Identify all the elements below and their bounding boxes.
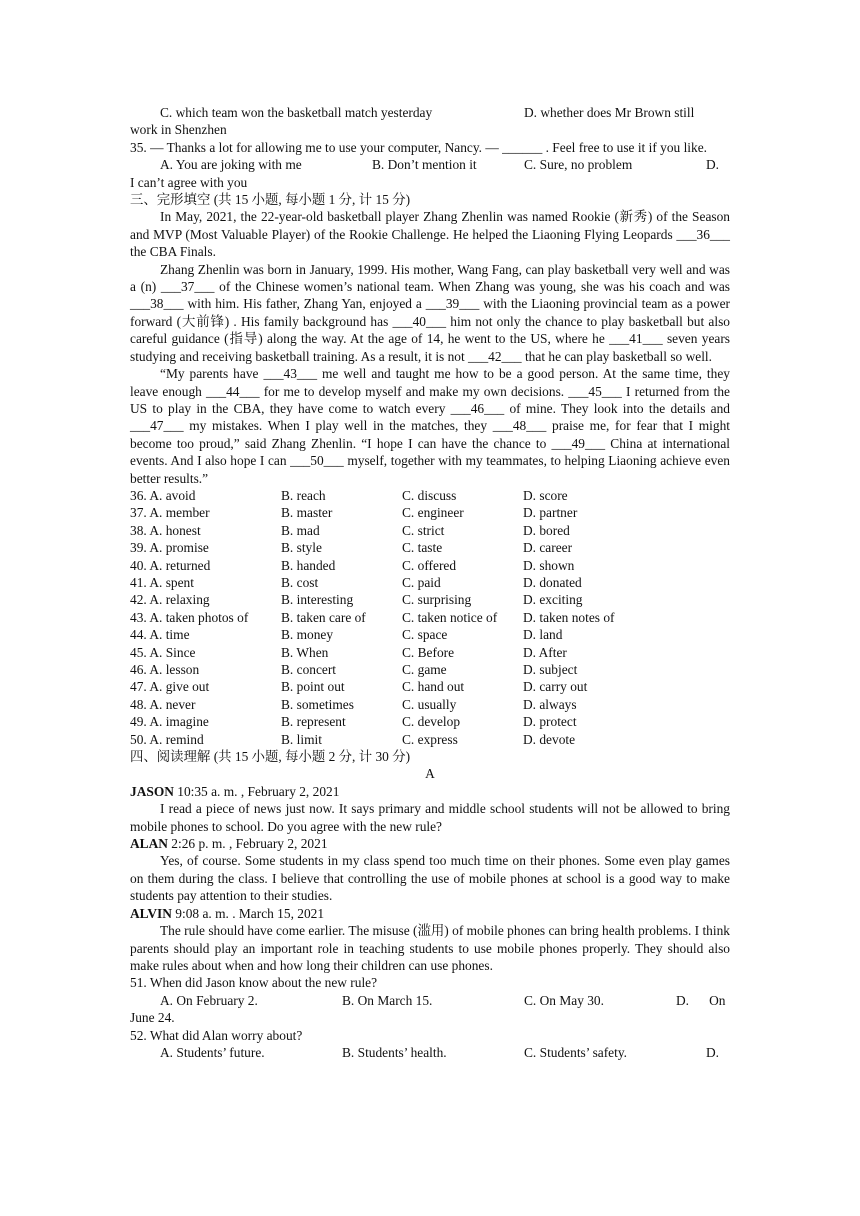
q52-options-row (130, 1044, 730, 1061)
q51-option-b: B. On March 15. (342, 992, 433, 1008)
option-cell: D. shown (523, 557, 575, 573)
q35-option-d-cont: I can’t agree with you (130, 174, 248, 190)
option-cell: B. When (281, 644, 329, 660)
option-cell: D. score (523, 487, 568, 503)
q51-option-d-cont: June 24. (130, 1010, 175, 1026)
option-cell: C. discuss (402, 487, 457, 503)
option-cell: 38. A. honest (130, 522, 201, 538)
option-cell: B. point out (281, 679, 345, 695)
section4-title: 四、阅读理解 (共 15 小题, 每小题 2 分, 计 30 分) (130, 749, 411, 765)
option-cell: C. express (402, 731, 458, 747)
option-cell: D. carry out (523, 679, 588, 695)
option-cell: B. sometimes (281, 696, 354, 712)
option-cell: 43. A. taken photos of (130, 609, 249, 625)
option-cell: 49. A. imagine (130, 714, 209, 730)
option-row-49 (130, 713, 730, 730)
post-time: 10:35 a. m. , February 2, 2021 (173, 783, 340, 799)
option-cell: C. strict (402, 522, 445, 538)
option-cell: 41. A. spent (130, 574, 194, 590)
option-row-40 (130, 557, 730, 574)
option-cell: 36. A. avoid (130, 487, 196, 503)
option-cell: D. partner (523, 505, 578, 521)
option-row-37 (130, 504, 730, 521)
passage-paragraph-2: Zhang Zhenlin was born in January, 1999. His mother, Wang Fang, can play basketball very well and was a (n) ___37___ of the Chinese women’s national team. When Zhang was young, she was his coach and was ___38___ with him. His father, Zhang Yan, enjoyed a ___39___ with the Liaoning provincial team as a power forward (大前锋) . His family background has ___40___ him not only the chance to play basketball but also careful guidance (指导) along the way. At the age of 14, he went to the US, where he ___41___ seven years studying and receiving basketball training. As a result, it is not ___42___ that he can play basketball so well. (130, 261, 730, 364)
option-cell: B. cost (281, 574, 319, 590)
option-cell: C. surprising (402, 592, 472, 608)
option-cell: D. taken notes of (523, 609, 615, 625)
option-row-46 (130, 661, 730, 678)
option-row-45 (130, 644, 730, 661)
post-time: 9:08 a. m. . March 15, 2021 (171, 905, 325, 921)
option-cell: D. always (523, 696, 577, 712)
post-jason (130, 783, 730, 835)
option-cell: C. hand out (402, 679, 465, 695)
option-cell: C. taken notice of (402, 609, 498, 625)
option-cell: C. space (402, 627, 448, 643)
option-cell: B. style (281, 540, 322, 556)
q34-option-d-cont: work in Shenzhen (130, 122, 227, 138)
q51-options-row (130, 992, 730, 1009)
option-cell: C. engineer (402, 505, 464, 521)
post-alvin (130, 905, 730, 975)
post-text: The rule should have come earlier. The misuse (滥用) of mobile phones can bring health problems. I think parents should play an important role in teaching students to use mobile phones properly. They should also make rules about when and how long their children can use phones. (130, 923, 730, 973)
q52-option-b: B. Students’ health. (342, 1044, 447, 1060)
q52-stem: 52. What did Alan worry about? (130, 1027, 303, 1043)
post-author: JASON (130, 783, 174, 799)
q51-stem: 51. When did Jason know about the new rule? (130, 975, 378, 991)
option-cell: B. taken care of (281, 609, 366, 625)
option-cell: D. career (523, 540, 573, 556)
option-cell: D. donated (523, 574, 582, 590)
exam-page (130, 104, 730, 1061)
option-cell: B. master (281, 505, 333, 521)
q35-stem: 35. — Thanks a lot for allowing me to use your computer, Nancy. — ______ . Feel free to use it if you like. (130, 139, 707, 155)
option-row-47 (130, 678, 730, 695)
option-cell: 40. A. returned (130, 557, 211, 573)
option-cell: C. offered (402, 557, 457, 573)
option-cell: D. land (523, 627, 563, 643)
option-cell: B. concert (281, 662, 337, 677)
q35-option-d: D. (706, 157, 720, 173)
passage-paragraph-3: “My parents have ___43___ me well and taught me how to be a good person. At the same time, they leave enough ___44___ for me to develop myself and make my own decisions. ___45___ I returned from the US to play in the CBA, they have come to watch every ___46___ of mine. They look into the details and ___47___ my mistakes. When I play well in the matches, they ___48___ praise me, for fear that I might become too proud,” said Zhang Zhenlin. “I hope I can have the chance to ___49___ China at international events. And I also hope I can ___50___ myself, together with my teammates, to helping Liaoning achieve even better results.” (130, 366, 730, 486)
q34-options-row (130, 104, 730, 121)
option-cell: 37. A. member (130, 505, 210, 521)
option-row-44 (130, 626, 730, 643)
option-cell: B. mad (281, 522, 320, 538)
option-cell: D. protect (523, 714, 577, 730)
option-row-41 (130, 574, 730, 591)
option-cell: D. After (523, 644, 567, 660)
option-cell: 50. A. remind (130, 731, 204, 747)
option-cell: C. taste (402, 540, 443, 556)
cloze-options-table (130, 487, 730, 748)
option-row-36 (130, 487, 730, 504)
q35-option-b: B. Don’t mention it (372, 157, 477, 173)
passage-paragraph-1: In May, 2021, the 22-year-old basketball player Zhang Zhenlin was named Rookie (新秀) of the Season and MVP (Most Valuable Player) of the Rookie Challenge. He helped the Liaoning Flying Leopards ___36___ the CBA Finals. (130, 209, 730, 260)
option-cell: B. represent (281, 714, 346, 730)
q34-option-c: C. which team won the basketball match yesterday (160, 105, 433, 120)
q35-options-row (130, 156, 730, 173)
post-author: ALAN (130, 836, 168, 852)
option-row-48 (130, 696, 730, 713)
option-cell: B. reach (281, 487, 326, 503)
option-row-39 (130, 539, 730, 556)
part-label: A (425, 766, 435, 782)
option-cell: C. game (402, 662, 447, 677)
q35-option-a: A. You are joking with me (160, 157, 302, 173)
option-cell: D. bored (523, 522, 570, 538)
option-cell: 46. A. lesson (130, 662, 200, 677)
option-cell: 45. A. Since (130, 644, 196, 660)
post-author: ALVIN (130, 905, 172, 921)
option-cell: D. subject (523, 662, 578, 677)
q34-option-d: D. whether does Mr Brown still (524, 105, 695, 120)
section3-title: 三、完形填空 (共 15 小题, 每小题 1 分, 计 15 分) (130, 192, 411, 208)
q52-option-a: A. Students’ future. (160, 1044, 265, 1060)
option-cell: 42. A. relaxing (130, 592, 210, 608)
option-cell: 48. A. never (130, 696, 196, 712)
option-cell: C. usually (402, 696, 457, 712)
option-cell: C. develop (402, 714, 461, 730)
q51-option-a: A. On February 2. (160, 992, 258, 1008)
q52-option-d: D. (706, 1044, 720, 1060)
post-alan (130, 835, 730, 905)
option-cell: 39. A. promise (130, 540, 209, 556)
q51-option-d: D. On (676, 992, 726, 1008)
option-cell: B. handed (281, 557, 336, 573)
option-row-38 (130, 522, 730, 539)
post-text: I read a piece of news just now. It says primary and middle school students will not be allowed to bring mobile phones to school. Do you agree with the new rule? (130, 801, 730, 834)
post-text: Yes, of course. Some students in my class spend too much time on their phones. Some even play games on them during the class. I believe that controlling the use of mobile phones at school is a good way to make students pay attention to their studies. (130, 853, 730, 904)
option-cell: C. Before (402, 644, 455, 660)
option-cell: D. devote (523, 731, 576, 747)
option-row-43 (130, 609, 730, 626)
option-cell: 47. A. give out (130, 679, 210, 695)
option-cell: B. money (281, 627, 334, 643)
q51-option-c: C. On May 30. (524, 992, 604, 1008)
option-cell: B. interesting (281, 592, 354, 608)
option-cell: D. exciting (523, 592, 583, 608)
q52-option-c: C. Students’ safety. (524, 1044, 628, 1060)
q35-option-c: C. Sure, no problem (524, 157, 633, 173)
option-cell: 44. A. time (130, 627, 190, 643)
option-row-42 (130, 591, 730, 608)
option-cell: C. paid (402, 574, 441, 590)
option-row-50 (130, 731, 730, 748)
option-cell: B. limit (281, 731, 322, 747)
post-time: 2:26 p. m. , February 2, 2021 (167, 836, 328, 852)
